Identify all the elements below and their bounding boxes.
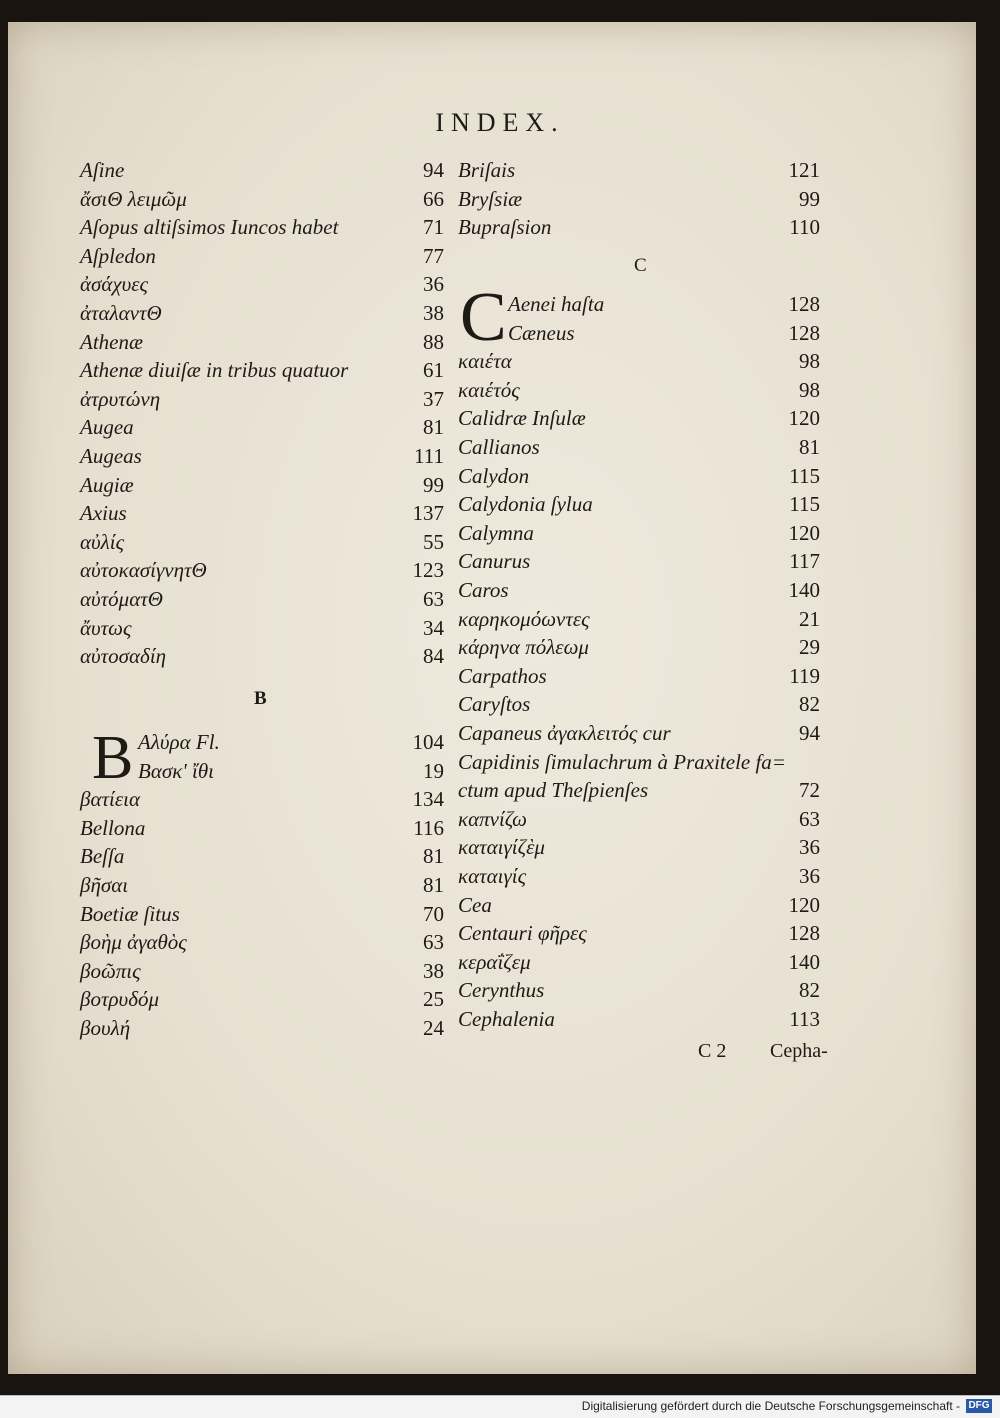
entry-term: Caryſtos — [458, 692, 531, 717]
entry-term: Cea — [458, 892, 492, 917]
entry-page-number: 115 — [789, 492, 820, 517]
entry-term: Centauri φῆρες — [458, 921, 587, 946]
entry-term: βατίεια — [80, 787, 140, 812]
entry-term: ἀταλαντΘ — [80, 301, 162, 325]
index-entry — [80, 842, 444, 870]
index-entry — [458, 719, 820, 747]
index-entry — [458, 347, 820, 375]
index-entry — [80, 242, 444, 270]
entry-term: καταιγίς — [458, 864, 527, 888]
entry-page-number: 81 — [423, 415, 444, 440]
entry-term: κάρηνα πόλεωμ — [458, 635, 589, 660]
entry-page-number: 120 — [788, 892, 820, 917]
entry-page-number: 140 — [788, 578, 820, 602]
entry-term: Carpathos — [458, 663, 547, 688]
index-entry — [80, 385, 444, 413]
index-entry — [458, 547, 820, 575]
index-entry — [80, 499, 444, 527]
entry-page-number: 88 — [423, 329, 444, 354]
section-letter-c: C — [634, 255, 647, 276]
entry-page-number: 140 — [788, 949, 820, 974]
entry-page-number: 137 — [412, 501, 444, 526]
index-entry — [458, 805, 820, 833]
entry-term: ctum apud Theſpienſes — [458, 778, 649, 803]
index-entry — [80, 299, 444, 327]
index-entry — [458, 519, 820, 547]
index-entry — [458, 976, 820, 1004]
index-entry — [458, 433, 820, 461]
entry-term: Cæneus — [508, 320, 575, 345]
index-entry — [458, 185, 820, 213]
entry-term: Briſais — [458, 158, 516, 182]
entry-term: Βασκ' ἴθι — [138, 758, 215, 783]
entry-term: βοῶπις — [80, 958, 141, 983]
entry-term: αὐτοσαδίη — [80, 644, 167, 669]
entry-term: Athenæ — [80, 329, 143, 354]
index-entry — [80, 442, 444, 470]
entry-page-number: 70 — [423, 901, 444, 926]
entry-term: ἄσιΘ λειμῶμ — [80, 186, 187, 211]
entry-page-number: 116 — [413, 815, 444, 840]
index-entry — [80, 585, 444, 613]
index-entry — [80, 957, 444, 985]
index-entry — [80, 814, 444, 842]
footer-text: Digitalisierung gefördert durch die Deutsche Forschungsgemeinschaft - — [581, 1399, 960, 1413]
entry-page-number: 19 — [423, 758, 444, 783]
entry-page-number: 24 — [423, 1016, 444, 1040]
digitization-footer — [0, 1395, 1000, 1418]
entry-term: Beſſa — [80, 844, 125, 869]
entry-page-number: 34 — [423, 615, 444, 640]
index-entry — [458, 490, 820, 518]
section-letter-b: B — [254, 688, 267, 709]
entry-page-number: 128 — [788, 292, 820, 316]
entry-term: καρηκομόωντες — [458, 606, 590, 631]
entry-term: καπνίζω — [458, 806, 527, 831]
entry-term: αὐτοκασίγνητΘ — [80, 558, 207, 583]
entry-page-number: 110 — [789, 215, 820, 240]
dropcap-c: C — [460, 279, 507, 356]
entry-page-number: 98 — [799, 377, 820, 402]
index-entry — [80, 900, 444, 928]
index-entry — [458, 748, 820, 776]
entry-term: Augeas — [80, 444, 142, 468]
entry-term: ἄυτως — [80, 615, 132, 640]
entry-page-number: 63 — [423, 930, 444, 955]
index-entry — [458, 776, 820, 804]
entry-term: Cephalenia — [458, 1007, 555, 1031]
entry-page-number: 113 — [789, 1007, 820, 1031]
entry-page-number: 36 — [799, 835, 820, 860]
entry-page-number: 94 — [423, 158, 444, 182]
index-entry — [458, 833, 820, 861]
entry-page-number: 134 — [412, 787, 444, 812]
entry-term: ἀτρυτώνη — [80, 386, 161, 411]
index-entry — [458, 948, 820, 976]
entry-page-number: 128 — [788, 320, 820, 345]
entry-page-number: 123 — [412, 558, 444, 583]
entry-page-number: 84 — [423, 644, 444, 669]
entry-page-number: 77 — [423, 243, 444, 268]
entry-page-number: 55 — [423, 529, 444, 554]
entry-page-number: 111 — [414, 444, 444, 468]
entry-page-number: 63 — [799, 806, 820, 831]
index-entry — [138, 757, 444, 785]
index-entry — [80, 413, 444, 441]
entry-page-number: 115 — [789, 463, 820, 488]
entry-page-number: 71 — [423, 215, 444, 240]
index-entry — [458, 576, 820, 604]
index-entry — [458, 156, 820, 184]
entry-term: Canurus — [458, 549, 531, 574]
entry-page-number: 98 — [799, 349, 820, 374]
entry-page-number: 81 — [799, 435, 820, 459]
index-entry — [458, 690, 820, 718]
index-entry — [458, 462, 820, 490]
entry-page-number: 121 — [788, 158, 820, 182]
entry-page-number: 117 — [789, 549, 820, 574]
entry-term: Callianos — [458, 435, 540, 459]
entry-term: Bellona — [80, 815, 146, 840]
entry-page-number: 120 — [788, 520, 820, 545]
index-entry — [80, 356, 444, 384]
index-entry — [80, 1014, 444, 1042]
entry-term: καιέτός — [458, 377, 520, 402]
index-entry — [80, 985, 444, 1013]
entry-term: Augiæ — [80, 472, 134, 497]
entry-page-number: 37 — [423, 386, 444, 411]
entry-term: Athenæ diuiſæ in tribus quatuor — [80, 358, 349, 383]
entry-page-number: 82 — [799, 978, 820, 1003]
index-entry — [458, 1005, 820, 1033]
entry-page-number: 120 — [788, 406, 820, 431]
entry-term: Augea — [80, 415, 134, 440]
entry-term: βῆσαι — [80, 873, 129, 897]
entry-term: αὐτόματΘ — [80, 587, 163, 611]
dropcap-b: B — [92, 724, 134, 792]
index-entry — [458, 213, 820, 241]
index-entry — [80, 185, 444, 213]
entry-page-number: 25 — [423, 987, 444, 1012]
entry-term: κεραΐζεμ — [458, 949, 531, 974]
index-entry — [458, 919, 820, 947]
index-entry — [458, 862, 820, 890]
entry-term: Calidræ Inſulæ — [458, 406, 586, 431]
entry-term: βοὴμ ἀγαθὸς — [80, 930, 187, 955]
entry-term: Boetiæ ſitus — [80, 901, 180, 926]
entry-term: ἀσάχυες — [80, 272, 149, 297]
index-entry — [458, 605, 820, 633]
index-entry — [508, 290, 820, 318]
entry-term: Bupraſsion — [458, 215, 552, 240]
entry-page-number: 81 — [423, 844, 444, 869]
entry-term: Bryſsiæ — [458, 186, 523, 211]
index-entry — [458, 891, 820, 919]
entry-page-number: 38 — [423, 301, 444, 325]
index-entry — [80, 156, 444, 184]
entry-term: Aſopus altiſsimos Iuncos habet — [80, 215, 339, 240]
entry-term: Αλύρα Fl. — [138, 730, 220, 754]
entry-page-number: 36 — [423, 272, 444, 297]
index-entry — [80, 614, 444, 642]
entry-term: καταιγίζὲμ — [458, 835, 545, 860]
entry-page-number: 66 — [423, 186, 444, 211]
index-entry — [458, 633, 820, 661]
entry-term: Calydonia ſylua — [458, 492, 593, 517]
entry-term: Calymna — [458, 520, 534, 545]
index-entry — [80, 642, 444, 670]
index-entry — [138, 728, 444, 756]
entry-page-number: 94 — [799, 721, 820, 745]
entry-term: Cerynthus — [458, 978, 545, 1003]
index-entry — [80, 928, 444, 956]
entry-page-number: 119 — [789, 663, 820, 688]
entry-term: καιέτα — [458, 349, 512, 374]
index-entry — [80, 785, 444, 813]
index-entry — [80, 328, 444, 356]
catchword: Cepha- — [770, 1040, 828, 1062]
entry-page-number: 72 — [799, 778, 820, 803]
entry-term: αὐλίς — [80, 529, 125, 554]
index-entry — [80, 871, 444, 899]
index-entry — [458, 662, 820, 690]
index-entry — [458, 404, 820, 432]
entry-page-number: 81 — [423, 873, 444, 897]
index-entry — [80, 213, 444, 241]
index-entry — [80, 270, 444, 298]
entry-term: Caros — [458, 578, 509, 602]
entry-page-number: 104 — [412, 730, 444, 754]
entry-term: βοτρυδόμ — [80, 987, 159, 1012]
entry-term: Capaneus ἀγακλειτός cur — [458, 721, 671, 745]
entry-page-number: 128 — [788, 921, 820, 946]
entry-page-number: 36 — [799, 864, 820, 888]
entry-term: Aſine — [80, 158, 125, 182]
entry-term: Axius — [80, 501, 127, 526]
entry-term: Aſpledon — [80, 243, 156, 268]
index-entry — [80, 528, 444, 556]
entry-page-number: 99 — [799, 186, 820, 211]
entry-page-number: 82 — [799, 692, 820, 717]
entry-term: Aenei haſta — [508, 292, 605, 316]
page-title: INDEX. — [435, 108, 565, 137]
entry-page-number: 29 — [799, 635, 820, 660]
dfg-logo: DFG — [966, 1399, 992, 1413]
entry-page-number: 63 — [423, 587, 444, 611]
entry-page-number: 61 — [423, 358, 444, 383]
entry-page-number: 21 — [799, 606, 820, 631]
entry-term: Capidinis ſimulachrum à Praxitele fa= — [458, 749, 786, 774]
index-entry — [80, 556, 444, 584]
index-entry — [80, 471, 444, 499]
entry-page-number: 99 — [423, 472, 444, 497]
entry-page-number: 38 — [423, 958, 444, 983]
signature-mark: C 2 — [698, 1040, 727, 1062]
index-entry — [458, 376, 820, 404]
index-entry — [508, 319, 820, 347]
entry-term: βουλή — [80, 1016, 131, 1040]
entry-term: Calydon — [458, 463, 530, 488]
